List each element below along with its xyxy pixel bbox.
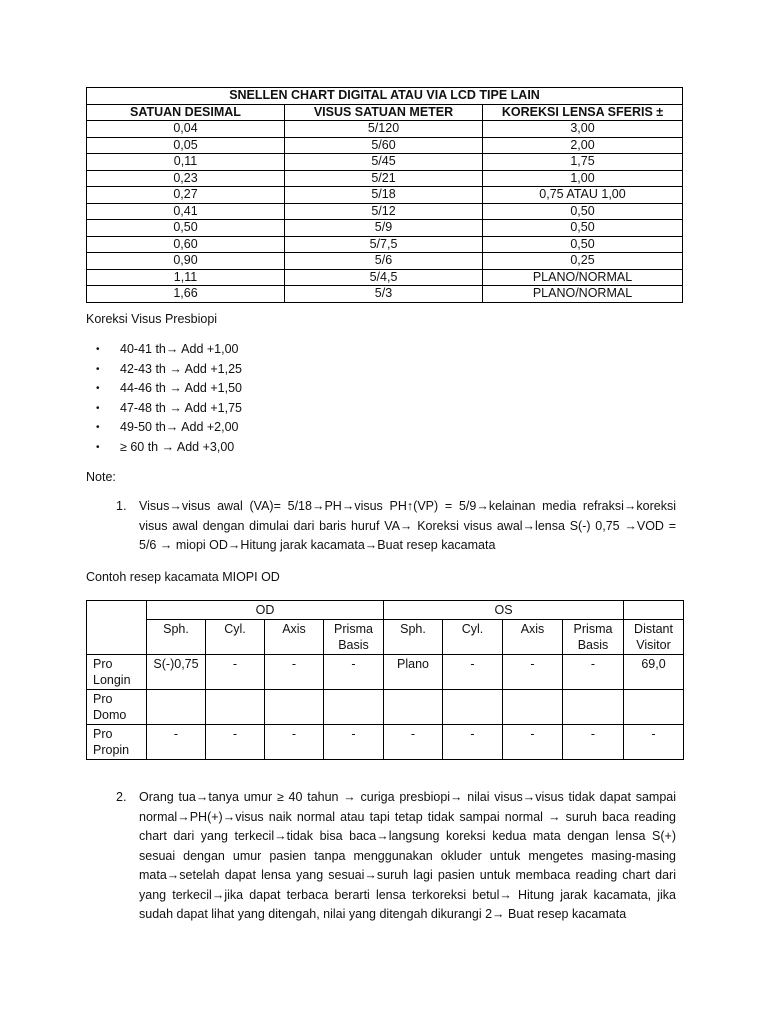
- snellen-cell: 5/3: [285, 286, 483, 303]
- resep-cell: -: [503, 655, 563, 690]
- snellen-cell: 5/4,5: [285, 269, 483, 286]
- snellen-cell: 0,50: [483, 236, 683, 253]
- snellen-cell: 1,66: [87, 286, 285, 303]
- resep-subheader-cell: Prisma Basis: [563, 620, 624, 655]
- presbiopi-list-item: [96, 399, 242, 419]
- presbiopi-list-item: [96, 438, 242, 458]
- resep-cell: [206, 690, 265, 725]
- resep-body: [87, 655, 684, 760]
- snellen-cell: 5/7,5: [285, 236, 483, 253]
- snellen-cell: 0,50: [483, 220, 683, 237]
- resep-heading: Contoh resep kacamata MIOPI OD: [86, 570, 280, 584]
- snellen-title-row: [87, 88, 683, 105]
- presbiopi-heading: Koreksi Visus Presbiopi: [86, 312, 218, 326]
- resep-cell: -: [563, 655, 624, 690]
- presbiopi-list: [96, 340, 242, 458]
- presbiopi-item-text: 47-48 th → Add +1,75: [120, 400, 242, 415]
- resep-cell: [443, 690, 503, 725]
- snellen-body: [87, 121, 683, 303]
- snellen-row: [87, 220, 683, 237]
- snellen-cell: 1,11: [87, 269, 285, 286]
- snellen-row: [87, 121, 683, 138]
- resep-cell: -: [443, 725, 503, 760]
- snellen-cell: 0,04: [87, 121, 285, 138]
- resep-cell: S(-)0,75: [147, 655, 206, 690]
- snellen-cell: 0,60: [87, 236, 285, 253]
- resep-cell: [324, 690, 384, 725]
- presbiopi-item-text: 42-43 th → Add +1,25: [120, 361, 242, 376]
- snellen-row: [87, 137, 683, 154]
- snellen-header-row: [87, 104, 683, 121]
- snellen-row: [87, 187, 683, 204]
- note-item-text: Orang tua→tanya umur ≥ 40 tahun → curiga presbiopi→ nilai visus→visus tidak dapat sampai normal→PH(+)→visus naik normal atau tapi tetap tidak sampai normal → suruh baca reading chart dari yang terkecil→tidak bisa baca→langsung koreksi kedua mata dengan lensa S(+) sesuai dengan umur pasien tanpa menggunakan okluder untuk mengetes masing-masing mata→setelah dapat lensa yang sesuai→suruh lagi pasien untuk membaca reading chart dari yang terkecil→jika dapat terbaca berarti lensa terkoreksi betul→ Hitung jarak kacamata, jika sudah dapat lihat yang ditengah, nilai yang ditengah dikurangi 2→ Buat resep kacamata: [139, 790, 676, 921]
- snellen-cell: 0,11: [87, 154, 285, 171]
- snellen-cell: 0,50: [87, 220, 285, 237]
- snellen-cell: 1,00: [483, 170, 683, 187]
- snellen-row: [87, 154, 683, 171]
- resep-cell: -: [324, 655, 384, 690]
- resep-cell: -: [265, 655, 324, 690]
- snellen-row: [87, 203, 683, 220]
- snellen-cell: 0,23: [87, 170, 285, 187]
- snellen-cell: 2,00: [483, 137, 683, 154]
- resep-corner-cell: [87, 601, 147, 655]
- snellen-row: [87, 286, 683, 303]
- snellen-cell: 5/12: [285, 203, 483, 220]
- presbiopi-list-item: [96, 360, 242, 380]
- resep-subheader-row: [87, 620, 684, 655]
- snellen-header-cell: VISUS SATUAN METER: [285, 104, 483, 121]
- resep-cell: -: [563, 725, 624, 760]
- resep-os-header: OS: [384, 601, 624, 620]
- snellen-cell: 3,00: [483, 121, 683, 138]
- resep-row-label: Pro Propin: [87, 725, 147, 760]
- presbiopi-item-text: ≥ 60 th → Add +3,00: [120, 439, 235, 454]
- note-item-1: [116, 497, 676, 556]
- resep-cell: -: [324, 725, 384, 760]
- resep-cell: -: [443, 655, 503, 690]
- resep-subheader-cell: Distant Visitor: [624, 620, 684, 655]
- resep-cell: -: [147, 725, 206, 760]
- resep-row: [87, 655, 684, 690]
- snellen-title: SNELLEN CHART DIGITAL ATAU VIA LCD TIPE LAIN: [87, 88, 683, 105]
- bullet-icon: •: [96, 402, 100, 414]
- resep-od-header: OD: [147, 601, 384, 620]
- presbiopi-item-text: 40-41 th→ Add +1,00: [120, 342, 239, 356]
- resep-cell: [503, 690, 563, 725]
- snellen-cell: 0,50: [483, 203, 683, 220]
- snellen-cell: 5/6: [285, 253, 483, 270]
- resep-row-label: Pro Longin: [87, 655, 147, 690]
- resep-empty-header: [624, 601, 684, 620]
- resep-cell: [563, 690, 624, 725]
- snellen-cell: 5/120: [285, 121, 483, 138]
- resep-cell: -: [206, 725, 265, 760]
- snellen-row: [87, 269, 683, 286]
- snellen-cell: 5/21: [285, 170, 483, 187]
- resep-cell: -: [206, 655, 265, 690]
- bullet-icon: •: [96, 383, 100, 395]
- snellen-header-cell: SATUAN DESIMAL: [87, 104, 285, 121]
- resep-subheader-cell: Axis: [265, 620, 324, 655]
- resep-cell: [624, 690, 684, 725]
- snellen-cell: 0,90: [87, 253, 285, 270]
- snellen-cell: PLANO/NORMAL: [483, 269, 683, 286]
- presbiopi-list-item: [96, 379, 242, 399]
- resep-subheader-cell: Sph.: [384, 620, 443, 655]
- presbiopi-item-text: 44-46 th → Add +1,50: [120, 381, 242, 396]
- resep-cell: [147, 690, 206, 725]
- resep-group-row: [87, 601, 684, 620]
- bullet-icon: •: [96, 441, 100, 453]
- presbiopi-item-text: 49-50 th→ Add +2,00: [120, 420, 239, 435]
- note-heading: Note:: [86, 470, 116, 484]
- resep-row: [87, 690, 684, 725]
- resep-cell: -: [624, 725, 684, 760]
- resep-cell: Plano: [384, 655, 443, 690]
- snellen-cell: 0,05: [87, 137, 285, 154]
- resep-row: [87, 725, 684, 760]
- resep-cell: [265, 690, 324, 725]
- snellen-cell: 5/45: [285, 154, 483, 171]
- resep-subheader-cell: Sph.: [147, 620, 206, 655]
- snellen-cell: 0,27: [87, 187, 285, 204]
- bullet-icon: •: [96, 422, 100, 434]
- snellen-cell: 5/60: [285, 137, 483, 154]
- snellen-cell: 0,25: [483, 253, 683, 270]
- snellen-row: [87, 236, 683, 253]
- presbiopi-list-item: [96, 340, 242, 360]
- resep-cell: 69,0: [624, 655, 684, 690]
- snellen-cell: 5/18: [285, 187, 483, 204]
- resep-cell: -: [503, 725, 563, 760]
- note-item-2: [116, 788, 676, 925]
- snellen-row: [87, 253, 683, 270]
- resep-cell: -: [384, 725, 443, 760]
- note-item-number: 2.: [116, 790, 127, 804]
- presbiopi-list-item: [96, 418, 242, 438]
- resep-subheader-cell: Prisma Basis: [324, 620, 384, 655]
- snellen-cell: 0,75 ATAU 1,00: [483, 187, 683, 204]
- note-item-number: 1.: [116, 499, 127, 513]
- resep-subheader-cell: Axis: [503, 620, 563, 655]
- resep-cell: [384, 690, 443, 725]
- bullet-icon: •: [96, 344, 100, 355]
- resep-row-label: Pro Domo: [87, 690, 147, 725]
- resep-cell: -: [265, 725, 324, 760]
- snellen-row: [87, 170, 683, 187]
- resep-table: [86, 600, 684, 760]
- bullet-icon: •: [96, 363, 100, 375]
- snellen-cell: 0,41: [87, 203, 285, 220]
- note-item-text: Visus→visus awal (VA)= 5/18→PH→visus PH↑(VP) = 5/9→kelainan media refraksi→koreksi visus awal dengan dimulai dari baris huruf VA→ Koreksi visus awal→lensa S(-) 0,75 →VOD = 5/6 → miopi OD→Hitung jarak kacamata→Buat resep kacamata: [139, 499, 676, 552]
- resep-subheader-cell: Cyl.: [206, 620, 265, 655]
- snellen-table: [86, 87, 683, 303]
- snellen-cell: PLANO/NORMAL: [483, 286, 683, 303]
- snellen-cell: 5/9: [285, 220, 483, 237]
- snellen-cell: 1,75: [483, 154, 683, 171]
- resep-subheader-cell: Cyl.: [443, 620, 503, 655]
- snellen-header-cell: KOREKSI LENSA SFERIS ±: [483, 104, 683, 121]
